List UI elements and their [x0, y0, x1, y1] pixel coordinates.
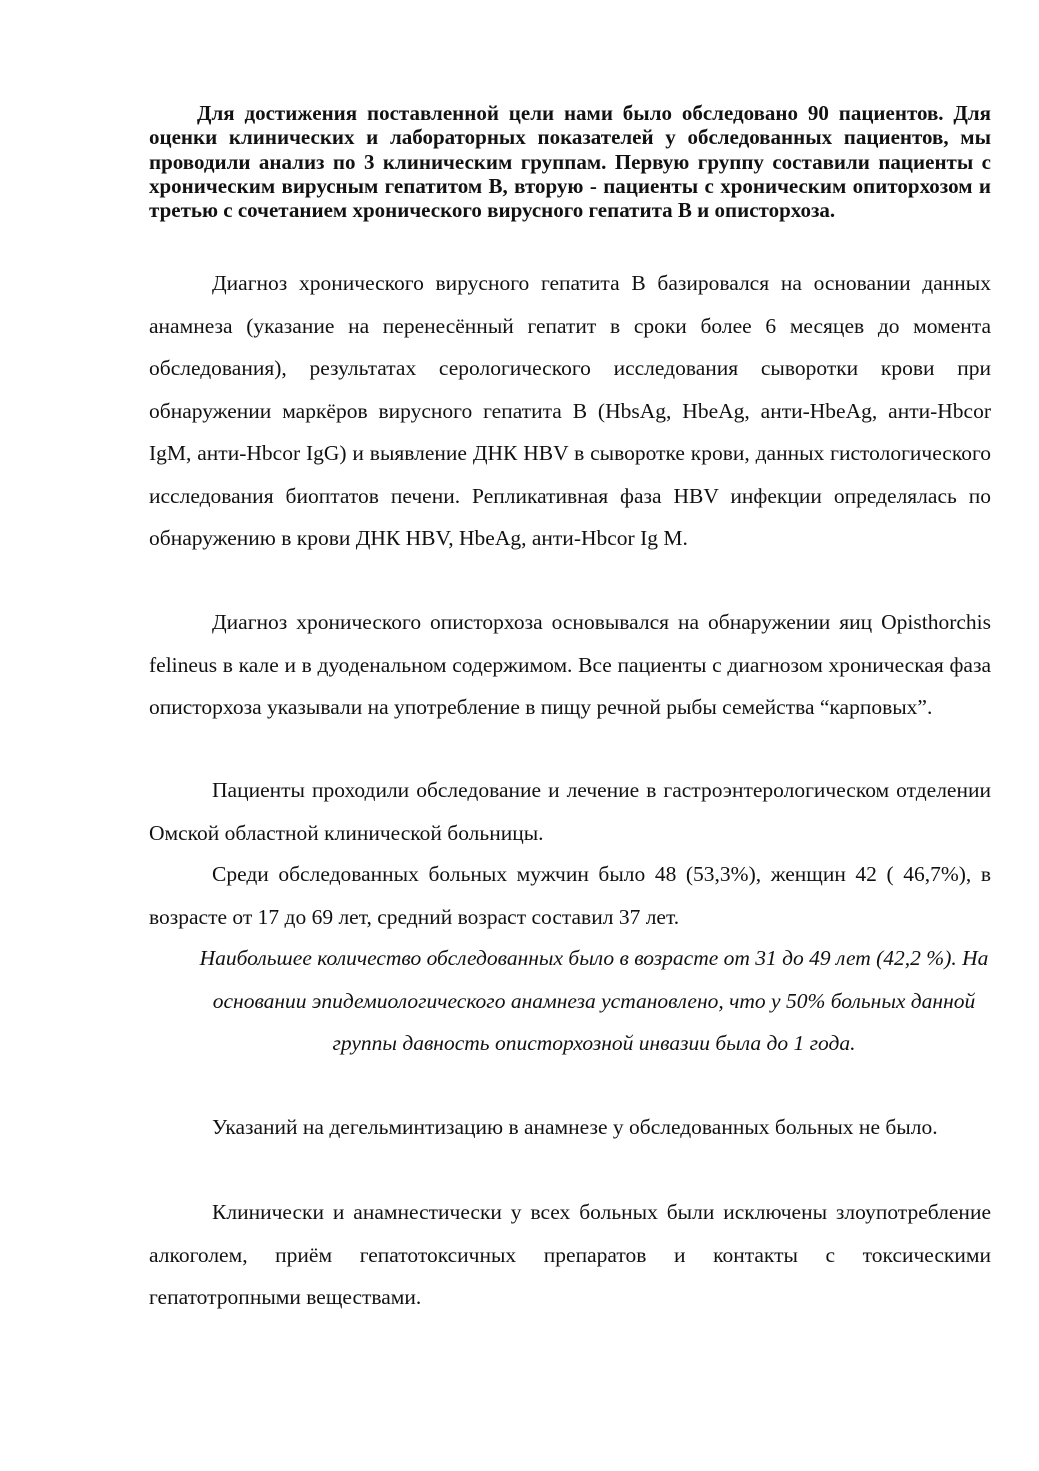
- study-overview-paragraph: Для достижения поставленной цели нами было обследовано 90 пациентов. Для оценки клинических и лабораторных показателей у обследованных пациентов, мы проводили анализ по 3 клиническим группам. Первую группу составили пациенты с хроническим вирусным гепатитом В, вторую - пациенты с хроническим опиторхозом и третью с сочетанием хронического вирусного гепатита В и описторхоза.: [149, 101, 991, 223]
- demographics-paragraph: Среди обследованных больных мужчин было 48 (53,3%), женщин 42 ( 46,7%), в возрасте от 17 до 69 лет, средний возраст составил 37 лет.: [149, 862, 991, 929]
- age-distribution-paragraph: Наибольшее количество обследованных было в возрасте от 31 до 49 лет (42,2 %). На основании эпидемиологического анамнеза установлено, что у 50% больных данной группы давность описторхозной инвазии была до 1 года.: [199, 946, 989, 1055]
- hospital-paragraph: Пациенты проходили обследование и лечение в гастроэнтерологическом отделении Омской областной клинической больницы.: [149, 778, 991, 845]
- opisthorchiasis-diagnosis-paragraph: Диагноз хронического описторхоза основывался на обнаружении яиц Opisthorchis felineus в кале и в дуоденальном содержимом. Все пациенты с диагнозом хроническая фаза описторхоза указывали на употребление в пищу речной рыбы семейства “карповых”.: [149, 610, 991, 719]
- exclusion-criteria-paragraph: Клинически и анамнестически у всех больных были исключены злоупотребление алкоголем, приём гепатотоксичных препаратов и контакты с токсическими гепатотропными веществами.: [149, 1200, 991, 1309]
- deworming-history-paragraph: Указаний на дегельминтизацию в анамнезе у обследованных больных не было.: [212, 1115, 938, 1139]
- hepatitis-diagnosis-paragraph: Диагноз хронического вирусного гепатита В базировался на основании данных анамнеза (указание на перенесённый гепатит в сроки более 6 месяцев до момента обследования), результатах серологического исследования сыворотки крови при обнаружении маркёров вирусного гепатита В (HbsAg, HbeAg, анти-HbeAg, анти-Hbcor IgM, анти-Hbcor IgG) и выявление ДНК HBV в сыворотке крови, данных гистологического исследования биоптатов печени. Репликативная фаза HBV инфекции определялась по обнаружению в крови ДНК HBV, HbeAg, анти-Hbcor Ig M.: [149, 271, 991, 550]
